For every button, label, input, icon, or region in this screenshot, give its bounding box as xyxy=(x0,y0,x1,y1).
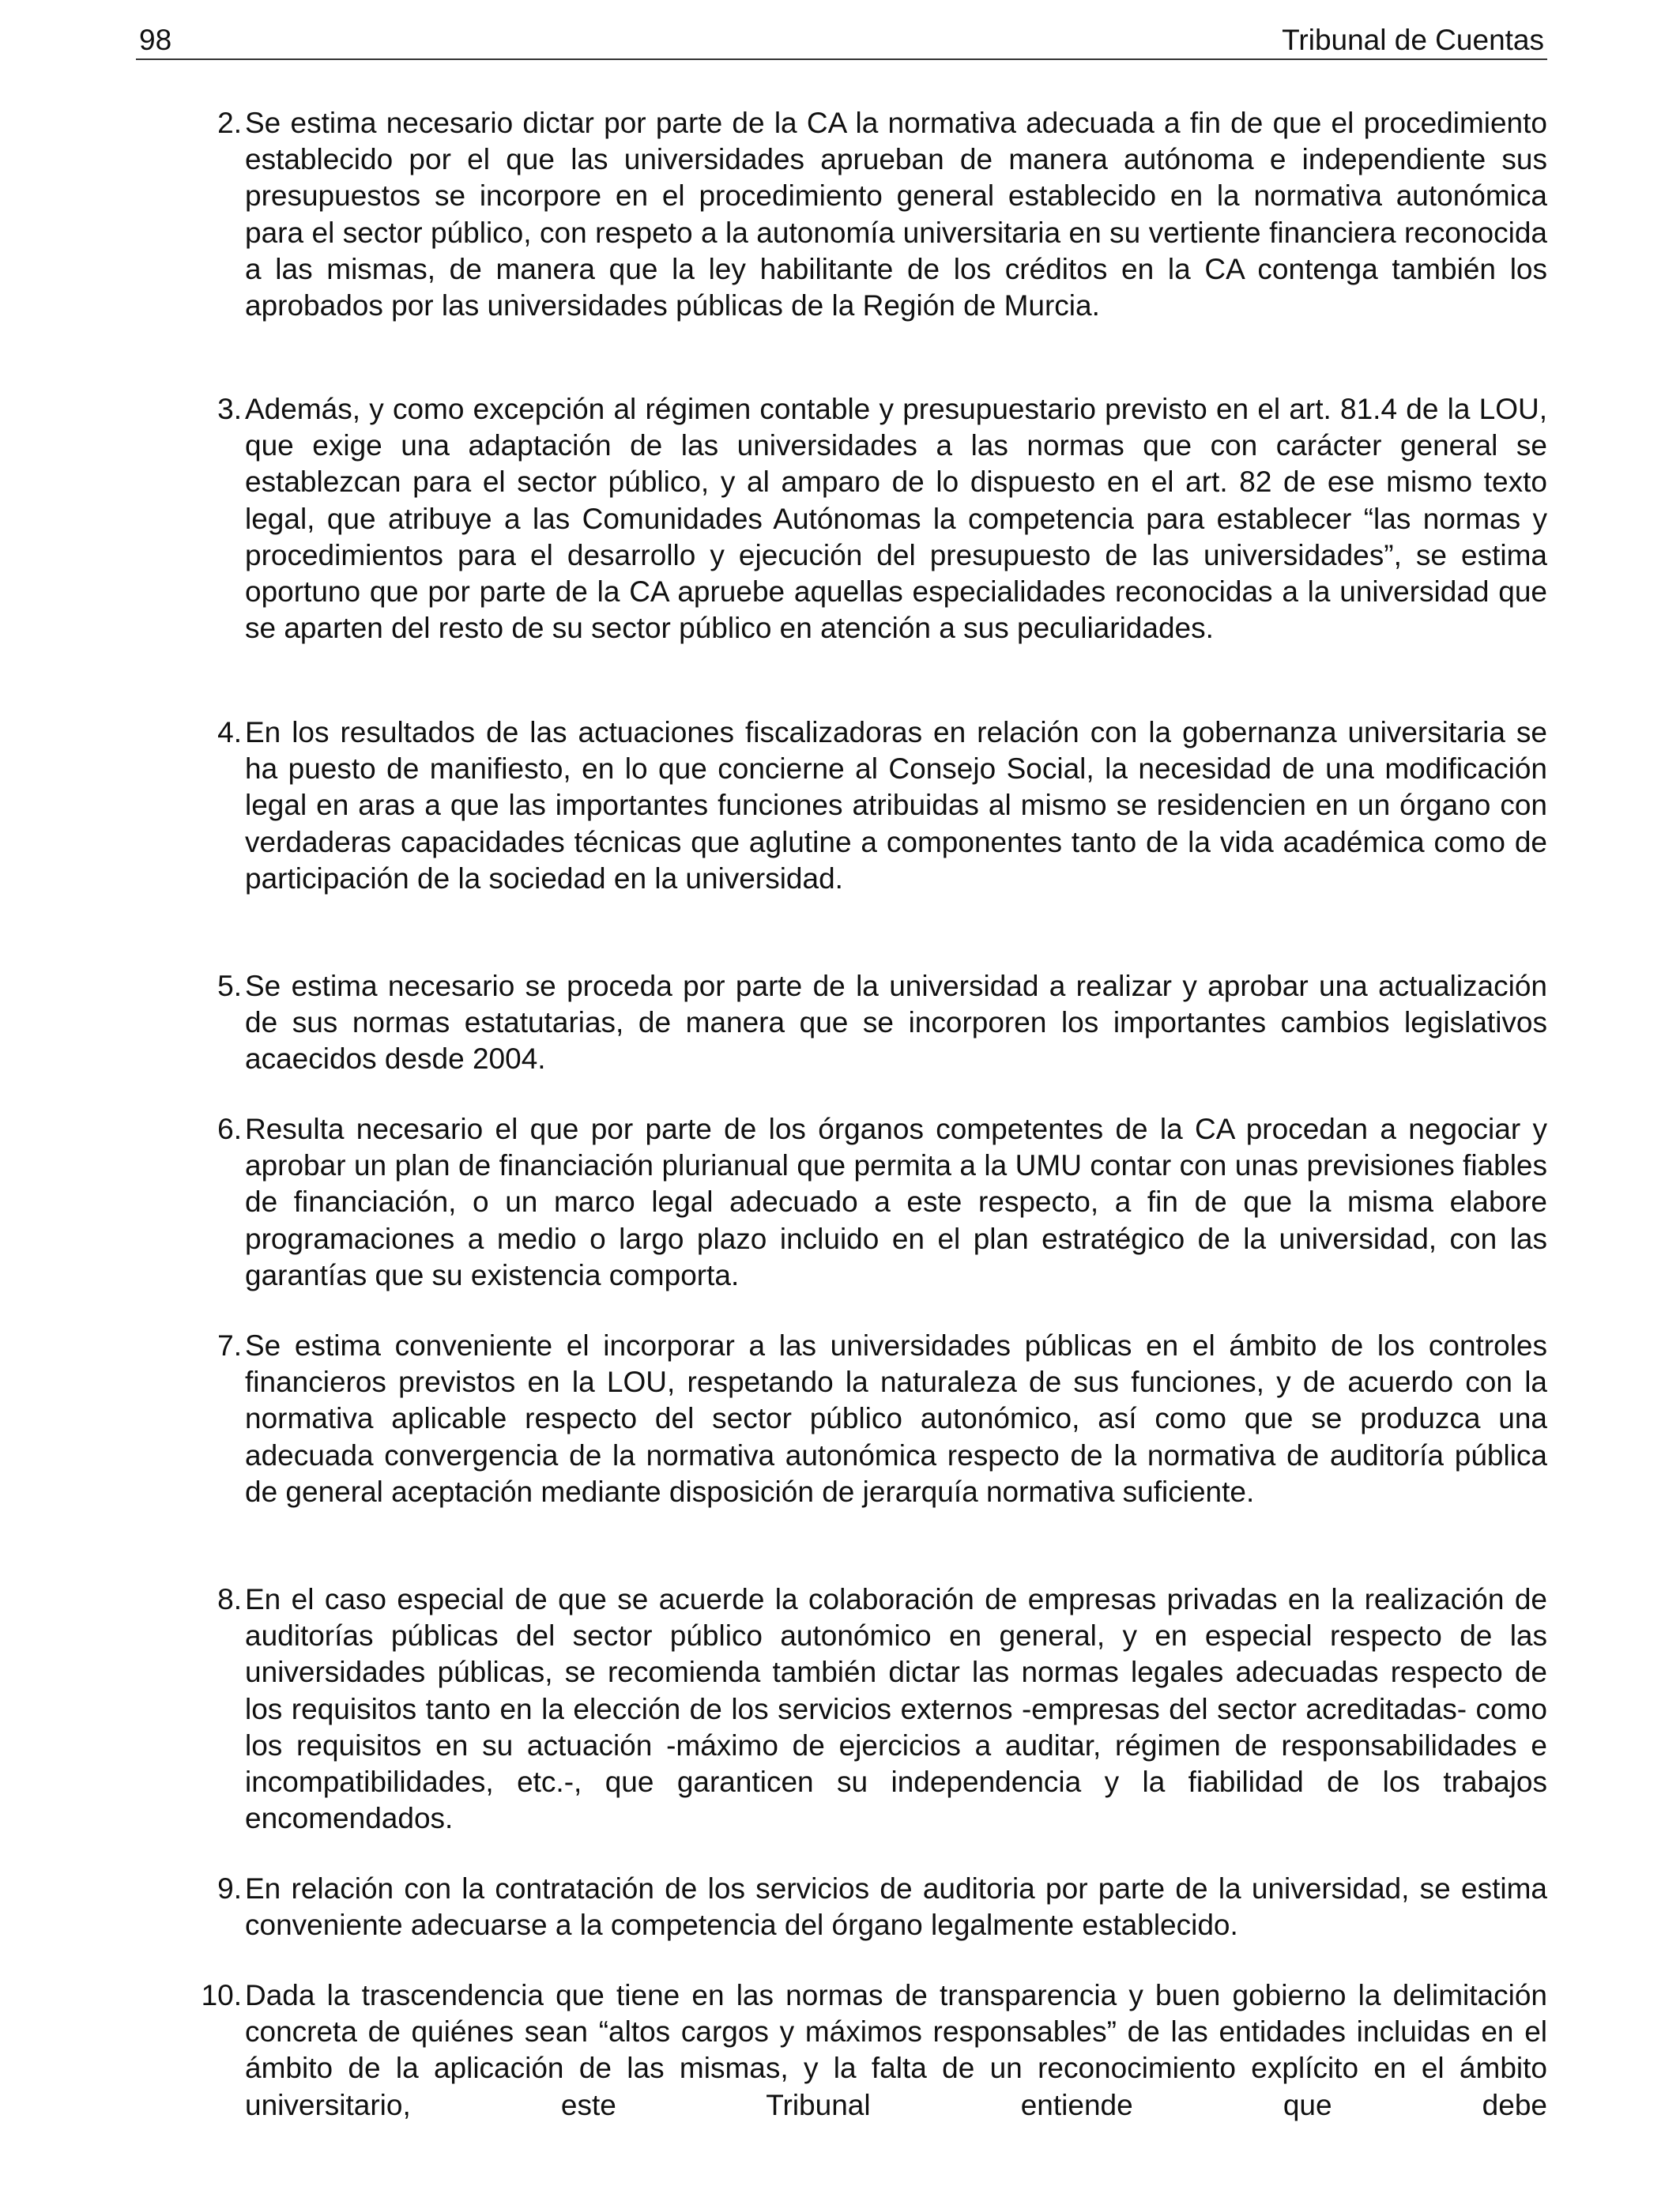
list-item xyxy=(190,1581,1547,1837)
list-item xyxy=(190,105,1547,324)
list-item-number: 2. xyxy=(217,107,242,139)
list-item-number: 5. xyxy=(217,970,242,1002)
list-item-text: Se estima necesario se proceda por parte de la universidad a realizar y aprobar una actualización de sus normas estatutarias, de manera que se incorporen los importantes cambios legislativos acaecidos desde 2004. xyxy=(245,970,1547,1076)
list-item-number: 6. xyxy=(217,1113,242,1145)
list-item-text: En los resultados de las actuaciones fiscalizadoras en relación con la gobernanza universitaria se ha puesto de manifiesto, en lo que concierne al Consejo Social, la necesidad de una modificación legal en aras a que las importantes funciones atribuidas al mismo se residencien en un órgano con verdaderas capacidades técnicas que aglutine a componentes tanto de la vida académica como de participación de la sociedad en la universidad. xyxy=(245,716,1547,895)
list-item-text: En el caso especial de que se acuerde la colaboración de empresas privadas en la realización de auditorías públicas del sector público autonómico en general, y en especial respecto de las universidades públicas, se recomienda también dictar las normas legales adecuadas respecto de los requisitos tanto en la elección de los servicios externos -empresas del sector acreditadas- como los requisitos en su actuación -máximo de ejercicios a auditar, régimen de responsabilidades e incompatibilidades, etc.-, que garanticen su independencia y la fiabilidad de los trabajos encomendados. xyxy=(245,1583,1547,1835)
list-item-number: 10. xyxy=(201,1979,242,2011)
list-item-text: Dada la trascendencia que tiene en las normas de transparencia y buen gobierno la delimitación concreta de quiénes sean “altos cargos y máximos responsables” de las entidades incluidas en el ámbito de la aplicación de las mismas, y la falta de un reconocimiento explícito en el ámbito universitario, este Tribunal entiende que debe xyxy=(245,1979,1547,2121)
page-number: 98 xyxy=(139,24,172,56)
list-item xyxy=(190,1111,1547,1294)
list-item-number: 8. xyxy=(217,1583,242,1615)
list-item-number: 3. xyxy=(217,393,242,425)
list-item-text: Se estima conveniente el incorporar a las universidades públicas en el ámbito de los controles financieros previstos en la LOU, respetando la naturaleza de sus funciones, y de acuerdo con la normativa aplicable respecto del sector público autonómico, así como que se produzca una adecuada convergencia de la normativa autonómica respecto de la normativa de auditoría pública de general aceptación mediante disposición de jerarquía normativa suficiente. xyxy=(245,1329,1547,1508)
list-item xyxy=(190,1328,1547,1510)
list-item-text: Se estima necesario dictar por parte de la CA la normativa adecuada a fin de que el procedimiento establecido por el que las universidades aprueban de manera autónoma e independiente sus presupuestos se incorpore en el procedimiento general establecido en la normativa autonómica para el sector público, con respeto a la autonomía universitaria en su vertiente financiera reconocida a las mismas, de manera que la ley habilitante de los créditos en la CA contenga también los aprobados por las universidades públicas de la Región de Murcia. xyxy=(245,107,1547,322)
list-item xyxy=(190,1871,1547,1943)
list-item xyxy=(190,391,1547,647)
list-item xyxy=(190,714,1547,897)
running-header-title: Tribunal de Cuentas xyxy=(1282,24,1544,56)
list-item-text: Además, y como excepción al régimen contable y presupuestario previsto en el art. 81.4 de la LOU, que exige una adaptación de las universidades a las normas que con carácter general se establezcan para el sector público, y al amparo de lo dispuesto en el art. 82 de ese mismo texto legal, que atribuye a las Comunidades Autónomas la competencia para establecer “las normas y procedimientos para el desarrollo y ejecución del presupuesto de las universidades”, se estima oportuno que por parte de la CA apruebe aquellas especialidades reconocidas a la universidad que se aparten del resto de su sector público en atención a sus peculiaridades. xyxy=(245,393,1547,645)
list-item-number: 4. xyxy=(217,716,242,748)
list-item-text: Resulta necesario el que por parte de los órganos competentes de la CA procedan a negociar y aprobar un plan de financiación plurianual que permita a la UMU contar con unas previsiones fiables de financiación, o un marco legal adecuado a este respecto, a fin de que la misma elabore programaciones a medio o largo plazo incluido en el plan estratégico de la universidad, con las garantías que su existencia comporta. xyxy=(245,1113,1547,1291)
list-item xyxy=(190,968,1547,1078)
list-item xyxy=(190,1977,1547,2124)
list-item-number: 7. xyxy=(217,1329,242,1362)
list-item-text: En relación con la contratación de los servicios de auditoria por parte de la universidad, se estima conveniente adecuarse a la competencia del órgano legalmente establecido. xyxy=(245,1872,1547,1942)
list-item-number: 9. xyxy=(217,1872,242,1905)
